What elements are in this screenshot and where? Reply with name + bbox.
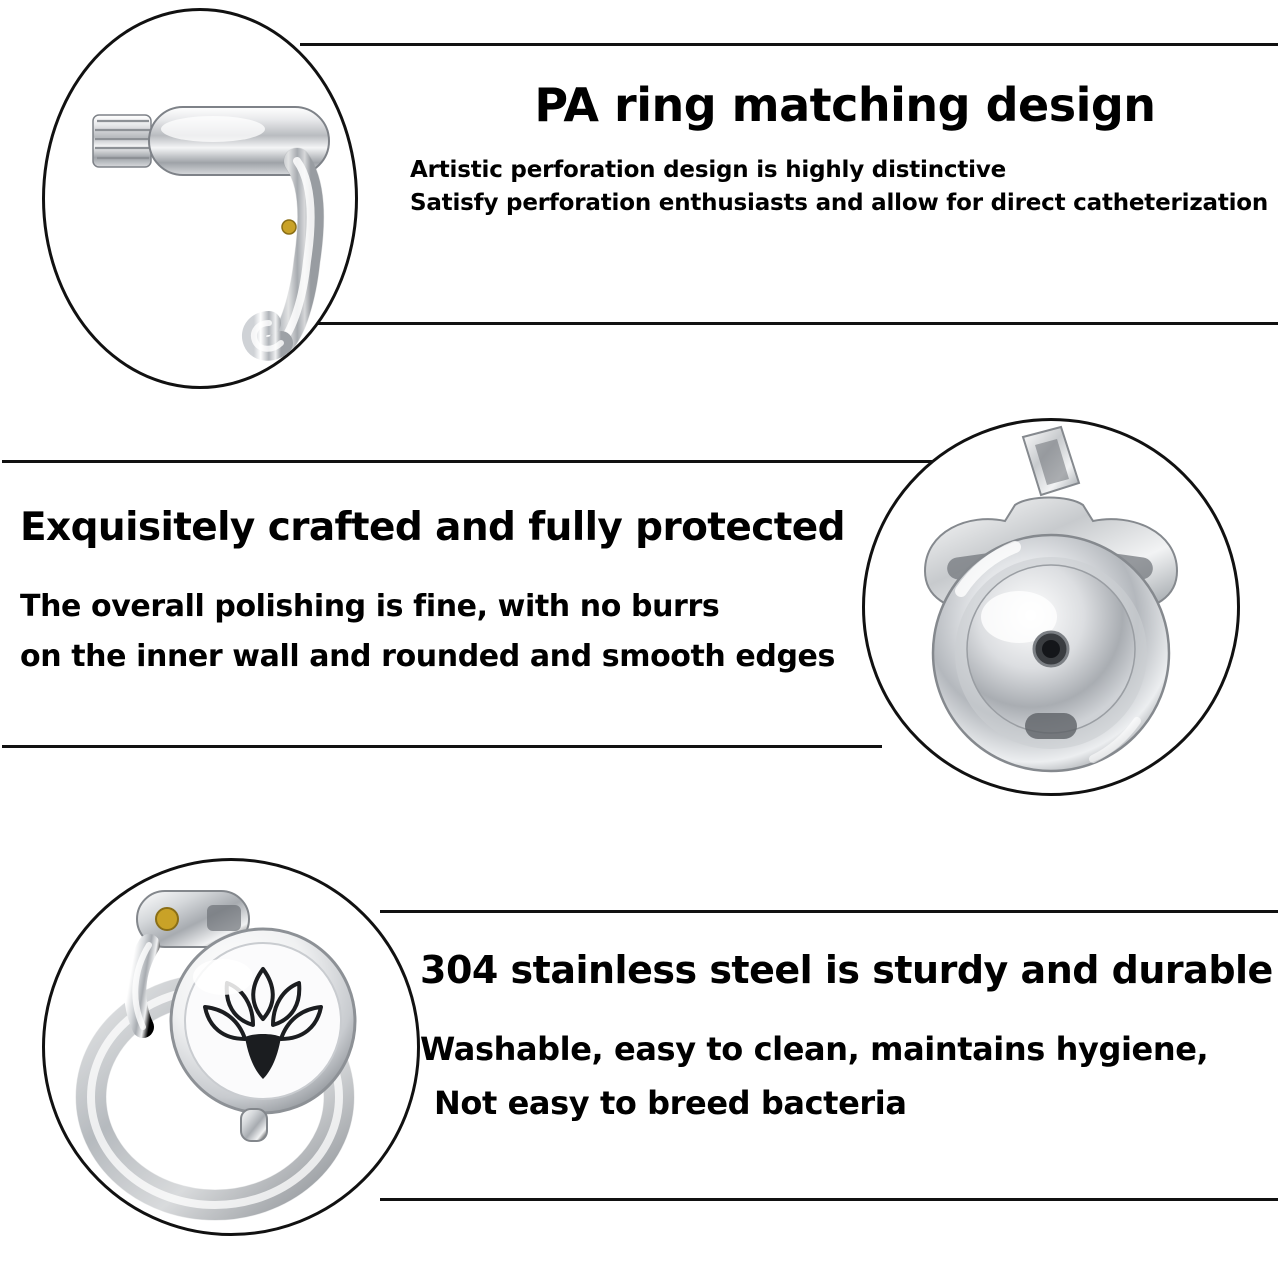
threaded-stem	[93, 115, 151, 167]
section-line-3-2: Not easy to breed bacteria	[434, 1084, 907, 1123]
section-title-2: Exquisitely crafted and fully protected	[20, 505, 845, 550]
product-photo-cage-side	[42, 858, 420, 1236]
product-photo-pa-ring	[42, 8, 358, 389]
feature-text-3	[420, 948, 1280, 1131]
gold-screw-detail	[282, 220, 296, 234]
feature-section-crafted	[0, 400, 1280, 800]
section-line-3-1: Washable, easy to clean, maintains hygiene,	[420, 1030, 1209, 1068]
product-photo-cage-front	[862, 418, 1240, 796]
feature-text-2	[20, 505, 860, 681]
gold-keyhole	[156, 908, 178, 930]
section-title-3: 304 stainless steel is sturdy and durable	[420, 948, 1273, 992]
pa-ring-illustration	[45, 11, 355, 386]
bottom-post	[241, 1109, 267, 1141]
feature-section-stainless-steel	[0, 830, 1280, 1280]
section-line-1-2: Satisfy perforation enthusiasts and allow for direct catheterization	[410, 190, 1269, 217]
cage-side-illustration	[45, 861, 417, 1233]
cage-front-illustration	[865, 421, 1237, 793]
divider-line-top-1	[300, 43, 1278, 46]
section-title-1: PA ring matching design	[534, 78, 1156, 132]
divider-line-top-3	[380, 910, 1278, 913]
engraved-cap	[171, 929, 355, 1113]
divider-line-bottom-1	[300, 322, 1278, 325]
feature-section-pa-ring	[0, 0, 1280, 400]
bottom-slot	[1025, 713, 1077, 739]
divider-line-bottom-3	[380, 1198, 1278, 1201]
section-line-2-2: on the inner wall and rounded and smooth edges	[20, 638, 835, 674]
feature-text-1	[410, 78, 1280, 221]
section-line-1-1: Artistic perforation design is highly distinctive	[410, 157, 1007, 183]
section-line-2-1: The overall polishing is fine, with no burrs	[20, 589, 720, 624]
lock-tab	[1023, 427, 1079, 495]
divider-line-bottom-2	[2, 745, 882, 748]
divider-line-top-2	[2, 460, 937, 463]
